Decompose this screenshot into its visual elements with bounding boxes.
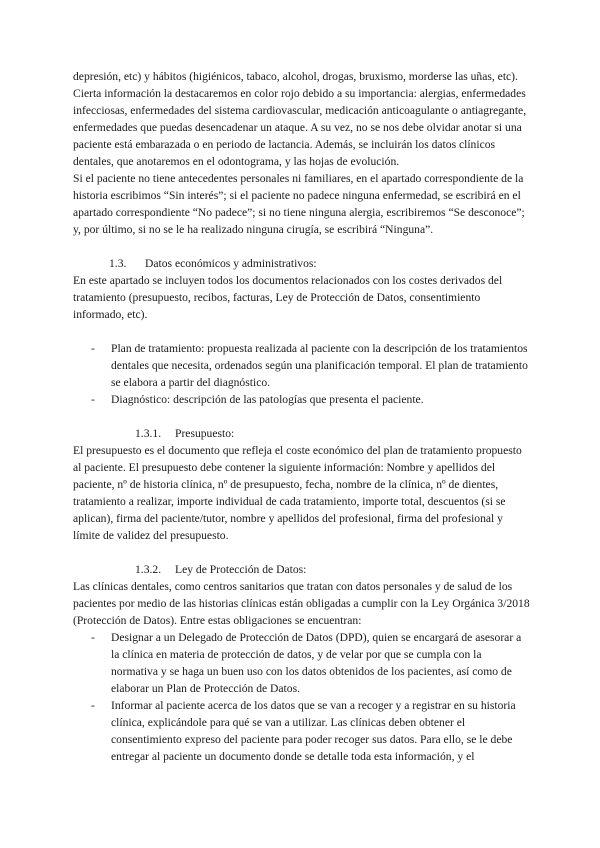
section-1-3-2-list	[73, 629, 531, 765]
blank-line	[73, 408, 531, 425]
section-title: Presupuesto:	[175, 427, 235, 440]
list-item: - Designar a un Delegado de Protección de Datos (DPD), quien se encargará de asesorar a la clínica en materia de protección de datos, y de velar por que se cumpla con la normativa y se haga un buen uso con los datos obtenidos de los pacientes, así como de elaborar un Plan de Protección de Datos.	[73, 629, 531, 697]
document-body	[73, 68, 531, 765]
list-item: - Informar al paciente acerca de los datos que se van a recoger y a registrar en su historia clínica, explicándole para qué se van a utilizar. Las clínicas deben obtener el consentimiento expreso del paciente para poder recoger sus datos. Para ello, se le debe entregar al paciente un documento donde se detalle toda esta información, y el	[73, 697, 531, 765]
section-title: Ley de Protección de Datos:	[175, 563, 307, 576]
list-item: - Plan de tratamiento: propuesta realizada al paciente con la descripción de los tratamientos dentales que necesita, ordenados según una planificación temporal. El plan de tratamiento se elabora a partir del diagnóstico.	[73, 340, 531, 391]
section-1-3-list	[73, 340, 531, 408]
blank-line	[73, 323, 531, 340]
blank-line	[73, 238, 531, 255]
no-antecedents-paragraph: Si el paciente no tiene antecedentes personales ni familiares, en el apartado correspondiente de la historia escribimos “Sin interés”; si el paciente no padece ninguna enfermedad, se escribirá en el apartado correspondiente “No padece”; si no tiene ninguna alergia, escribiremos “Se desconoce”; y, por último, si no se le ha realizado ninguna cirugía, se escribirá “Ninguna”.	[73, 172, 525, 236]
intro-continuation-paragraph: depresión, etc) y hábitos (higiénicos, tabaco, alcohol, drogas, bruxismo, morderse las uñas, etc).	[73, 70, 518, 83]
section-1-3-body: En este apartado se incluyen todos los documentos relacionados con los costes derivados del tratamiento (presupuesto, recibos, facturas, Ley de Protección de Datos, consentimiento informado, etc).	[73, 274, 503, 321]
section-1-3-2-body: Las clínicas dentales, como centros sanitarios que tratan con datos personales y de salud de los pacientes por medio de las historias clínicas están obligadas a cumplir con la Ley Orgánica 3/2018 (Protección de Datos). Entre estas obligaciones se encuentran:	[73, 580, 530, 627]
section-1-3-1-heading	[73, 425, 531, 442]
blank-line	[73, 544, 531, 561]
red-info-paragraph: Cierta información la destacaremos en color rojo debido a su importancia: alergias, enfermedades infecciosas, enfermedades del sistema cardiovascular, medicación anticoagulante o antiagregante, enfermedades que puedas desencadenar un ataque. A su vez, no se nos debe olvidar anotar si una paciente está embarazada o en periodo de lactancia. Además, se incluirán los datos clínicos dentales, que anotaremos en el odontograma, y las hojas de evolución.	[73, 87, 527, 168]
section-number: 1.3.1.	[135, 427, 162, 440]
section-number: 1.3.	[109, 257, 127, 270]
section-1-3-2-heading	[73, 561, 531, 578]
section-1-3-1-body: El presupuesto es el documento que refleja el coste económico del plan de tratamiento propuesto al paciente. El presupuesto debe contener la siguiente información: Nombre y apellidos del paciente, nº de historia clínica, nº de presupuesto, fecha, nombre de la clínica, nº de dientes, tratamiento a realizar, importe individual de cada tratamiento, importe total, descuentos (si se aplican), firma del paciente/tutor, nombre y apellidos del profesional, firma del profesional y límite de validez del presupuesto.	[73, 444, 522, 542]
list-item: - Diagnóstico: descripción de las patologías que presenta el paciente.	[73, 391, 531, 408]
section-1-3-heading	[73, 255, 531, 272]
section-number: 1.3.2.	[135, 563, 162, 576]
section-title: Datos económicos y administrativos:	[145, 257, 317, 270]
